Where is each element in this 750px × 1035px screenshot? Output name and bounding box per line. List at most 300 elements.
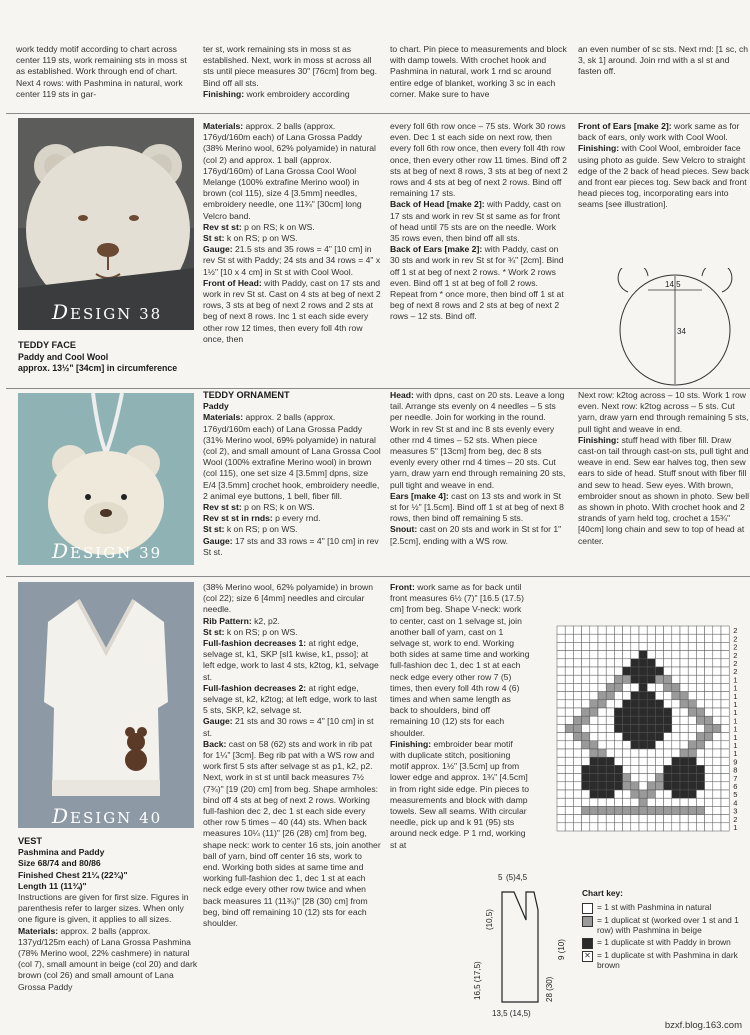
- chart-cell: [713, 692, 721, 700]
- chart-cell: [614, 823, 622, 831]
- chart-cell: [647, 741, 655, 749]
- chart-cell: [631, 724, 639, 732]
- chart-cell: [713, 798, 721, 806]
- chart-cell: [582, 651, 590, 659]
- chart-cell: [606, 741, 614, 749]
- chart-cell: [573, 815, 581, 823]
- chart-cell: [623, 692, 631, 700]
- chart-cell: [614, 626, 622, 634]
- chart-cell: [647, 642, 655, 650]
- chart-cell: [721, 798, 729, 806]
- chart-cell: [688, 634, 696, 642]
- chart-cell: [631, 659, 639, 667]
- chart-cell: [705, 642, 713, 650]
- chart-cell: [590, 642, 598, 650]
- chart-cell: [680, 692, 688, 700]
- chart-cell: [655, 626, 663, 634]
- chart-cell: [721, 708, 729, 716]
- chart-cell: [680, 733, 688, 741]
- chart-cell: [655, 749, 663, 757]
- chart-cell: [557, 667, 565, 675]
- chart-cell: [647, 651, 655, 659]
- chart-cell: [598, 765, 606, 773]
- chart-cell: [623, 757, 631, 765]
- design-38-col-2: Materials: approx. 2 balls (approx. 176yd/160m each) of Lana Grossa Paddy (38% Merino wool, 62% polyamide) in natural (col 2) and approx. 1 ball (approx. 176yd/160m) of Lana Grossa Cool Wool Melange (100% extrafine Merino wool) in brown (col 115), size 4 [3.5mm] needles, embroidery needle, one 11¾" [30cm] long Velcro band. Rev st st: p on RS; k on WS. St st: k on RS; p on WS. Gauge: 21.5 sts and 35 rows = 4" [10 cm] in rev St st with Paddy; 24 sts and 34 rows = 4" x 1½" [10 x 4 cm] in St st with Cool Wool. Front of Head: with Paddy, cast on 17 sts and work in rev St st. Cast on 4 sts at beg of next 2 rows, 3 sts at beg of next 2 rows and 2 sts at beg of next 8 rows. Inc 1 st each side every other row 12 times, then every foll 4th row once, then: [203, 121, 381, 344]
- chart-cell: [631, 716, 639, 724]
- chart-cell: [623, 683, 631, 691]
- chart-cell: [557, 724, 565, 732]
- chart-cell: [705, 700, 713, 708]
- chart-cell: [606, 806, 614, 814]
- chart-cell: [623, 782, 631, 790]
- chart-cell: [647, 790, 655, 798]
- chart-cell: [606, 749, 614, 757]
- chart-cell: [573, 823, 581, 831]
- chart-cell: [664, 642, 672, 650]
- chart-cell: [582, 815, 590, 823]
- chart-cell: [696, 642, 704, 650]
- chart-cell: [713, 765, 721, 773]
- chart-cell: [631, 651, 639, 659]
- chart-cell: [565, 757, 573, 765]
- chart-cell: [647, 634, 655, 642]
- chart-cell: [713, 675, 721, 683]
- chart-cell: [655, 659, 663, 667]
- chart-cell: [623, 806, 631, 814]
- chart-cell: [573, 798, 581, 806]
- chart-cell: [647, 667, 655, 675]
- chart-row-label: 2: [733, 667, 738, 677]
- chart-cell: [639, 659, 647, 667]
- chart-cell: [713, 626, 721, 634]
- chart-cell: [647, 716, 655, 724]
- chart-cell: [688, 798, 696, 806]
- chart-cell: [639, 700, 647, 708]
- chart-cell: [598, 667, 606, 675]
- chart-cell: [557, 798, 565, 806]
- schematic-top-1: 5: [498, 873, 503, 882]
- chart-cell: [582, 716, 590, 724]
- chart-cell: [623, 634, 631, 642]
- chart-cell: [696, 634, 704, 642]
- teddy-face-illustration: [18, 118, 194, 330]
- chart-cell: [598, 798, 606, 806]
- chart-cell: [582, 626, 590, 634]
- chart-cell: [672, 790, 680, 798]
- chart-cell: [565, 634, 573, 642]
- chart-cell: [688, 683, 696, 691]
- chart-cell: [705, 798, 713, 806]
- chart-cell: [573, 683, 581, 691]
- chart-cell: [664, 724, 672, 732]
- chart-cell: [639, 798, 647, 806]
- chart-cell: [557, 749, 565, 757]
- chart-cell: [565, 724, 573, 732]
- chart-cell: [590, 815, 598, 823]
- chart-cell: [557, 733, 565, 741]
- chart-cell: [606, 782, 614, 790]
- chart-cell: [623, 716, 631, 724]
- chart-cell: [606, 774, 614, 782]
- chart-cell: [713, 733, 721, 741]
- key-darkbrown-swatch: ✕: [582, 951, 593, 962]
- chart-cell: [557, 659, 565, 667]
- divider-1: [6, 113, 750, 114]
- design-40-col-2: (38% Merino wool, 62% polyamide) in brown (col 22); size 6 [4mm] needles and circular needle. Rib Pattern: k2, p2. St st: k on RS; p on WS. Full-fashion decreases 1: at right edge, selvage st, k1, SKP [sl1 kwise, k1, psso]; at left edge, work to last 4 sts, k2tog, k1, selvage st. Full-fashion decreases 2: at right edge, selvage st, k2, k2tog; at left edge, work to last 5 sts, SKP, k2, selvage st. Gauge: 21 sts and 30 rows = 4" [10 cm] in st st. Back: cast on 58 (62) sts and work in rib pat for 1¼" [3cm]. Beg rib pat with a WS row and work first 5 sts after selvage st as p1, k2, p2. Next, work in st st until back measures 7½ (7¾)" [19 (20) cm] from beg. Shape armholes: bind off 4 sts at beg of next 2 rows. Working full-fashion dec 2, dec 1 st each side every other row 5 times – 40 (44) sts. When back measures 10¼ (11)" [26 (28) cm] from beg, shape neck: work to center 16 sts, join another ball of yarn, bind off center 16 sts, work to end. Working both sides at same time and working full-fashion dec 1, dec 1 st at each neck edge every other row twice and when back measures 11 (11¾)" [28 (30) cm] from beg, bind off remaining 10 (12) sts for each shoulder.: [203, 582, 381, 929]
- chart-cell: [606, 733, 614, 741]
- chart-cell: [614, 642, 622, 650]
- chart-cell: [713, 700, 721, 708]
- chart-cell: [713, 642, 721, 650]
- chart-cell: [590, 692, 598, 700]
- chart-cell: [664, 749, 672, 757]
- design-38-col-3: every foll 6th row once – 75 sts. Work 30 rows even. Dec 1 st each side on next row, then every foll 6th row once, then every foll 4th row once, then every other row 11 times. Bind off 2 sts at beg of next 8 rows, 3 sts at beg of next 2 rows and 4 sts at beg of next 2 rows. Bind off remaining 17 sts. Back of Head [make 2]: with Paddy, cast on 17 sts and work in rev St st same as for front of head until 75 sts are on the needle. Work 35 rows even, then bind off all sts. Back of Ears [make 2]: with Paddy, cast on 30 sts and work in rev St st for ¾" [2cm]. Bind off 1 st at beg of next 2 rows. * Work 2 rows even. Bind off 1 st at beg of foll 2 rows. Repeat from * once more, then bind off 1 st at beg of next 8 rows and 2 sts at beg of next 2 rows – 12 sts. Bind off.: [390, 121, 568, 322]
- chart-cell: [672, 774, 680, 782]
- chart-cell: [598, 716, 606, 724]
- chart-cell: [614, 651, 622, 659]
- chart-cell: [606, 683, 614, 691]
- chart-cell: [606, 667, 614, 675]
- chart-cell: [696, 798, 704, 806]
- chart-cell: [590, 675, 598, 683]
- chart-cell: [639, 757, 647, 765]
- chart-cell: [557, 741, 565, 749]
- chart-cell: [713, 790, 721, 798]
- chart-cell: [696, 806, 704, 814]
- chart-cell: [623, 667, 631, 675]
- chart-cell: [655, 675, 663, 683]
- chart-cell: [573, 716, 581, 724]
- chart-cell: [631, 634, 639, 642]
- chart-cell: [721, 667, 729, 675]
- chart-cell: [565, 716, 573, 724]
- chart-cell: [705, 749, 713, 757]
- chart-cell: [565, 765, 573, 773]
- chart-cell: [664, 651, 672, 659]
- chart-cell: [631, 675, 639, 683]
- chart-cell: [647, 765, 655, 773]
- chart-key: Chart key: = 1 st with Pashmina in natural = 1 duplicat st (worked over 1 st and 1 row) with Pashmina in beige = 1 duplicate st with Paddy in brown ✕ = 1 duplicate st with Pashmina in dark brown: [582, 888, 739, 971]
- chart-cell: [647, 659, 655, 667]
- chart-cell: [573, 765, 581, 773]
- chart-cell: [696, 823, 704, 831]
- chart-cell: [688, 659, 696, 667]
- chart-row-label: 1: [733, 708, 738, 718]
- chart-cell: [713, 708, 721, 716]
- chart-cell: [705, 659, 713, 667]
- chart-cell: [705, 774, 713, 782]
- chart-cell: [672, 765, 680, 773]
- top-col-3: to chart. Pin piece to measurements and block with damp towels. With crochet hook and Pashmina in natural, work 1 rnd sc around entire edge of blanket, working 3 sc in each corner. Make sure to have: [390, 44, 567, 99]
- chart-cell: [696, 782, 704, 790]
- chart-cell: [623, 708, 631, 716]
- schematic-bottom: 13,5 (14,5): [492, 1009, 531, 1018]
- chart-cell: [590, 790, 598, 798]
- chart-cell: [655, 741, 663, 749]
- chart-cell: [573, 774, 581, 782]
- chart-row-label: 7: [733, 773, 738, 783]
- chart-cell: [623, 659, 631, 667]
- chart-cell: [664, 708, 672, 716]
- chart-cell: [696, 815, 704, 823]
- chart-cell: [639, 716, 647, 724]
- chart-cell: [672, 823, 680, 831]
- chart-cell: [647, 782, 655, 790]
- chart-cell: [713, 774, 721, 782]
- chart-cell: [647, 626, 655, 634]
- chart-cell: [664, 659, 672, 667]
- chart-cell: [655, 823, 663, 831]
- chart-cell: [573, 642, 581, 650]
- chart-cell: [655, 708, 663, 716]
- chart-cell: [705, 626, 713, 634]
- chart-cell: [590, 765, 598, 773]
- chart-cell: [672, 724, 680, 732]
- chart-cell: [721, 774, 729, 782]
- chart-cell: [614, 790, 622, 798]
- chart-cell: [598, 708, 606, 716]
- chart-cell: [639, 765, 647, 773]
- chart-cell: [590, 700, 598, 708]
- chart-cell: [705, 782, 713, 790]
- chart-cell: [639, 667, 647, 675]
- chart-cell: [721, 749, 729, 757]
- chart-cell: [598, 733, 606, 741]
- head-width-label: 14,5: [665, 280, 681, 289]
- chart-cell: [696, 700, 704, 708]
- chart-cell: [573, 741, 581, 749]
- chart-cell: [606, 716, 614, 724]
- chart-cell: [598, 651, 606, 659]
- chart-cell: [557, 806, 565, 814]
- chart-cell: [598, 806, 606, 814]
- chart-cell: [582, 774, 590, 782]
- chart-cell: [573, 659, 581, 667]
- chart-cell: [623, 626, 631, 634]
- design-39-col-2: TEDDY ORNAMENT Paddy Materials: approx. 2 balls (approx. 176yd/160m each) of Lana Grossa Paddy (31% Merino wool, 69% polyamide) in natural (col 2), and small amount of Lana Grossa Cool Wool (100% extrafine Merino wool) in brown (col 115), one set size 4 [3.5mm] dpns, size E/4 [3.5mm] crochet hook, embroidery needle, 2 animal eye buttons, 1 bell, fiber fill. Rev st st: p on RS; k on WS. Rev st st in rnds: p every rnd. St st: k on RS; p on WS. Gauge: 17 sts and 33 rows = 4" [10 cm] in rev St st.: [203, 390, 381, 557]
- chart-cell: [672, 815, 680, 823]
- chart-cell: [680, 634, 688, 642]
- chart-cell: [565, 692, 573, 700]
- chart-cell: [664, 774, 672, 782]
- chart-cell: [623, 798, 631, 806]
- chart-cell: [721, 651, 729, 659]
- chart-cell: [631, 798, 639, 806]
- chart-cell: [721, 675, 729, 683]
- chart-cell: [672, 757, 680, 765]
- chart-cell: [573, 757, 581, 765]
- design-40-col-3: Front: work same as for back until front measures 6½ (7)" [16.5 (17.5) cm] from beg. Shape V-neck: work to center, cast on 1 selvage st, join another ball of yarn, cast on 1 selvage st, work to end. Working both sides at same time and working full-fashion dec 1, dec 1 st at each neck edge every other row 7 (5) times, then every foll 4th row 4 (6) times and when same length as back to shoulders, bind off remaining 10 (12) sts for each shoulder. Finishing: embroider bear motif with duplicate stitch, positioning motif approx. 1½" [3.5cm] up from lower edge and approx. 1¾" [4.5cm] in from right side edge. Pin pieces to measurements and block with damp towels. Sew all seams. With circular needle, pick up and k 91 (95) sts around neck edge. P 1 rnd, working st at: [390, 582, 530, 850]
- chart-cell: [614, 700, 622, 708]
- chart-cell: [573, 667, 581, 675]
- key-beige-swatch: [582, 916, 593, 927]
- chart-cell: [721, 790, 729, 798]
- chart-cell: [557, 708, 565, 716]
- chart-cell: [582, 659, 590, 667]
- chart-row-label: 1: [733, 724, 738, 734]
- chart-cell: [631, 782, 639, 790]
- chart-cell: [631, 765, 639, 773]
- chart-cell: [647, 757, 655, 765]
- chart-cell: [582, 765, 590, 773]
- chart-cell: [623, 741, 631, 749]
- chart-row-label: 3: [733, 806, 738, 816]
- chart-cell: [606, 675, 614, 683]
- chart-cell: [664, 823, 672, 831]
- chart-cell: [688, 651, 696, 659]
- chart-cell: [573, 675, 581, 683]
- chart-cell: [623, 651, 631, 659]
- chart-row-label: 1: [733, 732, 738, 742]
- chart-cell: [590, 774, 598, 782]
- chart-cell: [557, 757, 565, 765]
- chart-cell: [623, 790, 631, 798]
- chart-cell: [565, 700, 573, 708]
- chart-cell: [565, 806, 573, 814]
- chart-cell: [672, 733, 680, 741]
- chart-cell: [672, 782, 680, 790]
- chart-cell: [573, 749, 581, 757]
- chart-cell: [696, 667, 704, 675]
- chart-cell: [606, 651, 614, 659]
- chart-cell: [721, 724, 729, 732]
- chart-cell: [573, 733, 581, 741]
- chart-cell: [713, 659, 721, 667]
- chart-cell: [639, 708, 647, 716]
- chart-cell: [598, 642, 606, 650]
- chart-cell: [565, 667, 573, 675]
- chart-cell: [672, 806, 680, 814]
- chart-row-label: 8: [733, 765, 738, 775]
- chart-cell: [582, 700, 590, 708]
- chart-cell: [680, 757, 688, 765]
- chart-cell: [721, 700, 729, 708]
- chart-cell: [655, 806, 663, 814]
- chart-cell: [672, 700, 680, 708]
- chart-row-label: 1: [733, 716, 738, 726]
- chart-cell: [582, 708, 590, 716]
- chart-cell: [573, 790, 581, 798]
- chart-cell: [696, 708, 704, 716]
- top-col-4: an even number of sc sts. Next rnd: [1 sc, ch 3, sk 1] around. Join rnd with a sl st and fasten off.: [578, 44, 749, 77]
- chart-cell: [590, 626, 598, 634]
- chart-cell: [688, 782, 696, 790]
- chart-cell: [639, 626, 647, 634]
- chart-cell: [696, 659, 704, 667]
- schematic-right-3: 9 (10): [557, 939, 566, 960]
- chart-cell: [623, 642, 631, 650]
- chart-cell: [590, 667, 598, 675]
- chart-cell: [639, 823, 647, 831]
- chart-cell: [631, 667, 639, 675]
- chart-cell: [614, 708, 622, 716]
- chart-cell: [590, 733, 598, 741]
- chart-cell: [557, 651, 565, 659]
- chart-row-label: 2: [733, 659, 738, 668]
- chart-cell: [705, 790, 713, 798]
- chart-cell: [680, 798, 688, 806]
- chart-cell: [655, 765, 663, 773]
- chart-cell: [655, 733, 663, 741]
- chart-cell: [680, 806, 688, 814]
- chart-cell: [696, 724, 704, 732]
- chart-cell: [639, 675, 647, 683]
- schematic-top-2: (5): [506, 873, 516, 882]
- chart-cell: [705, 765, 713, 773]
- chart-cell: [565, 790, 573, 798]
- chart-cell: [582, 790, 590, 798]
- chart-cell: [664, 675, 672, 683]
- chart-cell: [680, 749, 688, 757]
- chart-row-label: 2: [733, 634, 738, 644]
- chart-cell: [696, 675, 704, 683]
- teddy-face-photo: [18, 118, 194, 330]
- chart-cell: [647, 823, 655, 831]
- chart-row-label: 2: [733, 626, 738, 636]
- chart-cell: [631, 733, 639, 741]
- chart-row-label: 4: [733, 798, 738, 808]
- chart-cell: [573, 651, 581, 659]
- chart-cell: [631, 806, 639, 814]
- chart-cell: [557, 634, 565, 642]
- chart-cell: [582, 757, 590, 765]
- chart-cell: [696, 790, 704, 798]
- chart-cell: [664, 741, 672, 749]
- chart-cell: [623, 765, 631, 773]
- key-natural-swatch: [582, 903, 593, 914]
- chart-cell: [696, 733, 704, 741]
- chart-cell: [565, 651, 573, 659]
- chart-cell: [639, 642, 647, 650]
- chart-cell: [598, 823, 606, 831]
- chart-cell: [573, 708, 581, 716]
- chart-cell: [672, 692, 680, 700]
- chart-cell: [606, 790, 614, 798]
- chart-cell: [688, 692, 696, 700]
- divider-2: [6, 388, 750, 389]
- chart-cell: [705, 667, 713, 675]
- chart-cell: [664, 700, 672, 708]
- chart-cell: [688, 724, 696, 732]
- chart-cell: [664, 733, 672, 741]
- chart-cell: [582, 634, 590, 642]
- chart-cell: [664, 683, 672, 691]
- chart-cell: [598, 774, 606, 782]
- chart-cell: [582, 683, 590, 691]
- design-40-col-1: VEST Pashmina and Paddy Size 68/74 and 80/86 Finished Chest 21¼ (22¾)" Length 11 (11¾)" Instructions are given for first size. Figures in parenthesis refer to larger sizes. When only one figure is given, it applies to all sizes. Materials: approx. 2 balls (approx. 137yd/125m each) of Lana Grossa Pashmina (78% Merino wool, 22% cashmere) in natural (col 7), small amount in beige (col 20) and dark brown (col 26) and small amount of Lana Grossa Paddy: [18, 836, 198, 992]
- chart-cell: [705, 823, 713, 831]
- chart-cell: [639, 733, 647, 741]
- chart-cell: [557, 765, 565, 773]
- chart-cell: [721, 806, 729, 814]
- chart-cell: [573, 700, 581, 708]
- chart-cell: [696, 757, 704, 765]
- chart-cell: [664, 798, 672, 806]
- chart-cell: [696, 626, 704, 634]
- chart-cell: [647, 724, 655, 732]
- chart-cell: [680, 683, 688, 691]
- chart-cell: [688, 667, 696, 675]
- chart-cell: [688, 700, 696, 708]
- chart-cell: [639, 683, 647, 691]
- chart-cell: [590, 716, 598, 724]
- teddy-ornament-photo: [18, 393, 194, 565]
- chart-cell: [664, 815, 672, 823]
- chart-cell: [721, 692, 729, 700]
- chart-cell: [573, 806, 581, 814]
- chart-cell: [680, 659, 688, 667]
- vest-illustration: [18, 582, 194, 828]
